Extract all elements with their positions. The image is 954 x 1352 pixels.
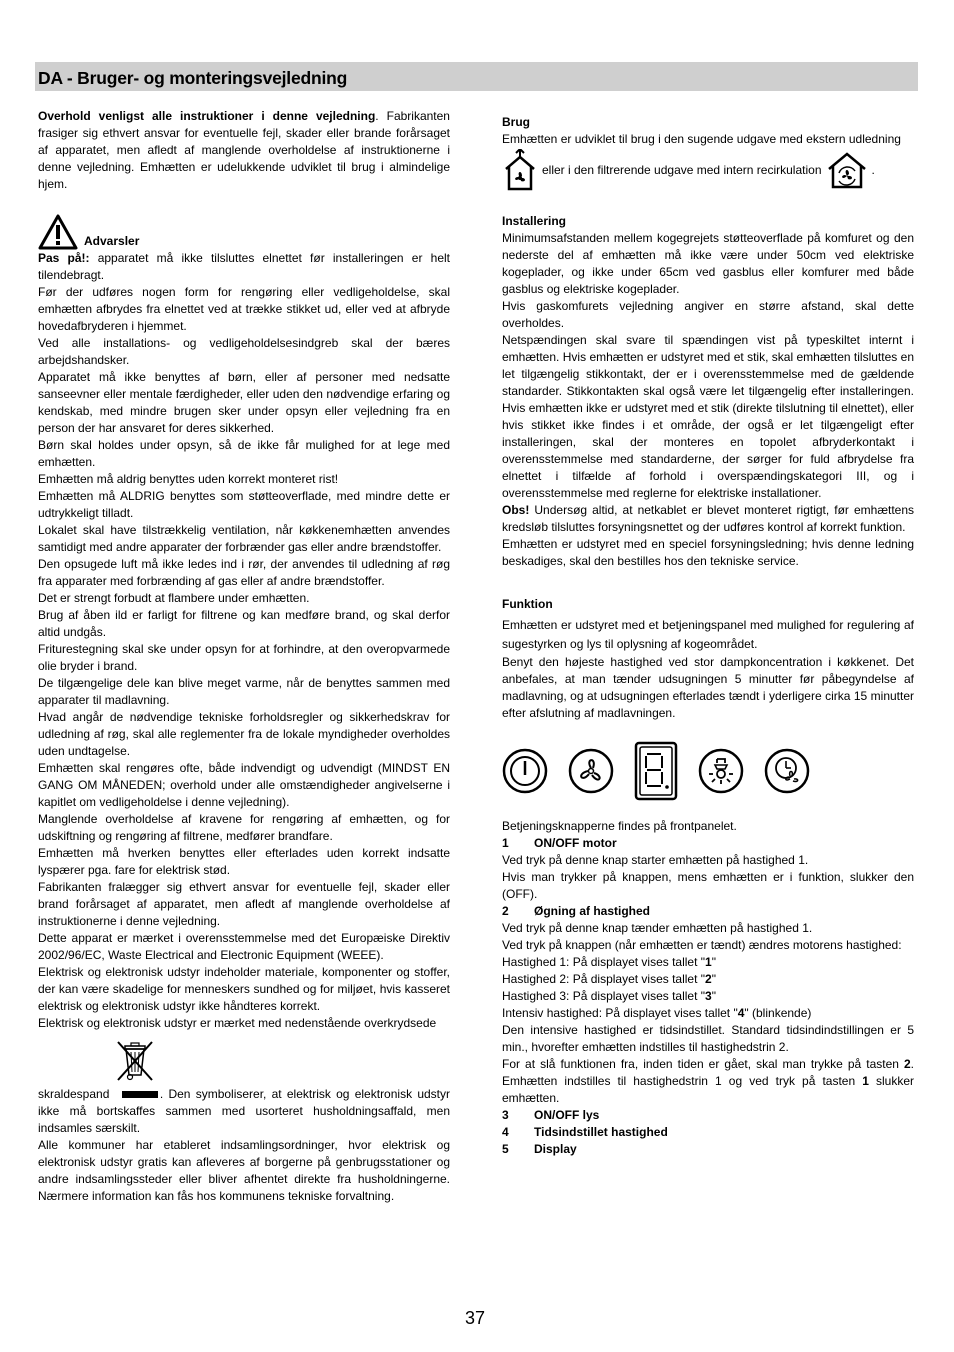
warning-paragraph: Dette apparat er mærket i overensstemmelse med det Europæiske Direktiv 2002/96/EC, Waste Electrical and Electronic Equipment (WEEE). [38, 931, 450, 962]
black-bar-symbol [122, 1091, 158, 1098]
brug-text: Emhætten er udviklet til brug i den sugende udgave med ekstern udledning [502, 132, 901, 146]
list-item-number: 1 [502, 836, 509, 850]
list-item-number: 4 [502, 1125, 509, 1139]
ducted-extraction-icon [502, 149, 538, 191]
final-paragraph: Alle kommuner har etableret indsamlingsordninger, hvor elektrisk og elektronisk udstyr gratis kan afleveres af borgerne på genbrugsstationer og andre indsamlingssteder eller bliver afhentet direkte fra husholdningerne. Nærmere information kan fås hos kommunens tekniske forvaltning. [38, 1138, 450, 1203]
list-item [502, 1107, 914, 1124]
weee-symbol [112, 1038, 450, 1084]
intro-rest: . Fabrikanten frasiger sig ethvert ansvar for eventuelle fejl, skader eller brande forårsaget af apparatet, men afledt af manglende overholdelse af instruktionerne i denne vejledning. Emhætten er udelukkende udviklet til brug i almindelige hjem. [38, 109, 450, 191]
weee-paragraph [38, 1086, 450, 1137]
speed-line [502, 971, 914, 988]
seven-segment-display-icon [634, 741, 678, 801]
speed-value: 1 [705, 955, 712, 969]
list-item-text [502, 1056, 914, 1107]
list-item-title: ON/OFF lys [534, 1108, 600, 1122]
warning-paragraph: Emhætten må hverken benyttes eller efterlades uden korrekt indsatte lyspærer pga. fare for elektrisk stød. [38, 846, 450, 877]
list-item-title: ON/OFF motor [534, 836, 617, 850]
left-column [38, 108, 450, 1205]
speed-post: " [711, 989, 716, 1003]
list-item-title: Tidsindstillet hastighed [534, 1125, 668, 1139]
warning-paragraph: Manglende overholdelse af kravene for rengøring af emhætten, og for udskiftning og rengøring af filtrene, medfører brandfare. [38, 812, 450, 843]
recirculation-icon [826, 151, 868, 189]
list-item-text: Ved tryk på denne knap tænder emhætten på hastighed 1. [502, 921, 813, 935]
install-paragraph: Minimumsafstanden mellem kogegrejets støtteoverflade på komfuret og den nederste del af emhætten må ikke være under 50cm ved elektriske kogeplader, og ikke under 65cm ved gasblus eller komfurer med både gasblus og elektriske kogeplader. [502, 231, 914, 296]
brug-dot: . [871, 162, 875, 177]
warning-paragraph: De tilgængelige dele kan blive meget varme, når de benyttes sammen med apparater til madlavning. [38, 676, 450, 707]
controls-list [502, 835, 914, 1158]
warning-paragraph: Fabrikanten fralægger sig ethvert ansvar for eventuelle fejl, skader eller brand forårsaget af apparatet, men afledt af manglende overholdelse af instruktionerne i denne vejledning. [38, 880, 450, 928]
panel-text: Betjeningsknapperne findes på frontpanelet. [502, 819, 737, 833]
install-paragraph: Netspændingen skal svare til spændingen vist på typeskiltet internt i emhætten. Hvis emhætten er udstyret med et stik, skal emhætten tilsluttes en let tilgængelig stikkontakt, der er i overensstemmelse med de gældende standarder. Stikkontakten skal også være let tilgængelig efter installeringen. Hvis emhætten ikke er udstyret med et stik (direkte tilslutning til elnettet), eller hvis stikket ikke findes i et område, der også er let tilgængeligt efter installeringen, skal der monteres en topolet afbryderkontakt i overensstemmelse med standarderne, der sørger for fuld afbrydelse fra elnettet i tilfælde af forhold i overspændingskategori III, og i overensstemmelse med reglerne for elektriske installationer. [502, 333, 914, 500]
list-item [502, 903, 914, 920]
list-item-text: Ved tryk på knappen (når emhætten er tændt) ændres motorens hastighed: [502, 938, 902, 952]
intro-bold: Overhold venligst alle instruktioner i denne vejledning [38, 109, 376, 123]
light-icon [698, 748, 744, 794]
warning-paragraph: Den opsugede luft må ikke ledes ind i rør, der anvendes til udledning af røg fra apparater med forbrænding af gas eller af andre brændstoffer. [38, 557, 450, 588]
warning-paragraph: Elektrisk og elektronisk udstyr indeholder materiale, komponenter og stoffer, der kan være skadelige for menneskers sundhed og for miljøet, hvis kasseret elektrisk og elektronisk udstyr ikke håndteres korrekt. [38, 965, 450, 1013]
speed-pre: Hastighed 2: På displayet vises tallet " [502, 972, 706, 986]
header-bar [35, 62, 918, 91]
brug-usage-row [502, 149, 914, 191]
list-item-number: 2 [502, 904, 509, 918]
install-paragraph: Hvis gaskomfurets vejledning angiver en større afstand, skal dette overholdes. [502, 299, 914, 330]
obs-paragraph [502, 502, 914, 536]
timer-icon [764, 748, 810, 794]
page-title: DA - Bruger- og monteringsvejledning [38, 68, 348, 88]
speed-post: " [711, 955, 716, 969]
key-number: 1 [862, 1074, 869, 1088]
weee-after: . Den symboliserer, at elektrisk og elektronisk udstyr ikke må bortskaffes sammen med usorteret husholdningsaffald, men indsamles særskilt. [38, 1087, 450, 1135]
pas-rest: apparatet må ikke tilsluttes elnettet før installeringen er helt tilendebragt. [38, 251, 450, 282]
weee-before: skraldespand [38, 1087, 110, 1101]
funktion-title: Funktion [502, 597, 553, 611]
crossed-out-wheelie-bin-icon [112, 1038, 158, 1082]
warning-paragraph: Emhætten må ALDRIG benyttes som støtteoverflade, med mindre dette er udtrykkeligt tilladt. [38, 489, 450, 520]
speed-line [502, 954, 914, 971]
list-item [502, 1124, 914, 1141]
warning-paragraph: Før der udføres nogen form for rengøring eller vedligeholdelse, skal emhætten afbrydes fra elnettet ved at trække stikket ud, eller ved at afbryde hovedafbryderen i hjemmet. [38, 285, 450, 333]
power-icon [502, 748, 548, 794]
install-title: Installering [502, 214, 567, 228]
key-number: 2 [903, 1057, 911, 1071]
warnings-heading [38, 214, 450, 250]
speed-line [502, 988, 914, 1005]
speed-line [502, 1005, 914, 1022]
warning-paragraph: Emhætten skal rengøres ofte, både indvendigt og udvendigt (MINDST EN GANG OM MÅNEDEN; overhold under alle omstændigheder angivelserne i kapitlet om vedligeholdelse i denne vejledning). [38, 761, 450, 809]
speed-pre: Intensiv hastighed: På displayet vises tallet " [502, 1006, 738, 1020]
warning-paragraph: Brug af åben ild er farligt for filtrene og kan medføre brand, og skal derfor altid undgås. [38, 608, 450, 639]
obs-rest: Undersøg altid, at netkablet er blevet monteret rigtigt, før emhættens kredsløb tilsluttes forsyningsnettet og der udføres kontrol af korrekt funktion. [502, 503, 914, 534]
warning-paragraph: Friturestegning skal ske under opsyn for at forhindre, at den overopvarmede olie bryder i brand. [38, 642, 450, 673]
speed-post: " [711, 972, 716, 986]
pas-bold: Pas på!: [38, 251, 90, 265]
control-panel-icons [502, 740, 914, 802]
warning-paragraph: Børn skal holdes under opsyn, så de ikke får mulighed for at lege med emhætten. [38, 438, 450, 469]
text-fragment: . Emhætten indstilles til hastighedstrin 1 og ved tryk på tasten [502, 1057, 914, 1088]
list-item-title: Display [534, 1142, 577, 1156]
list-item-title: Øgning af hastighed [534, 904, 650, 918]
warning-paragraph: Elektrisk og elektronisk udstyr er mærket med nedenstående overkrydsede [38, 1016, 437, 1030]
text-fragment: slukker emhætten. [502, 1074, 915, 1105]
warning-paragraph: Emhætten må aldrig benyttes uden korrekt monteret rist! [38, 472, 339, 486]
list-item-text: Hvis man trykker på knappen, mens emhætten er i funktion, slukker den (OFF). [502, 870, 914, 901]
list-item [502, 835, 914, 852]
speed-value: 3 [705, 989, 712, 1003]
fan-icon [568, 748, 614, 794]
speed-post: " (blinkende) [744, 1006, 812, 1020]
funktion-p1: Emhætten er udstyret med et betjeningspanel med mulighed for regulering af sugestyrken og lys til oplysning af kogeområdet. [502, 618, 914, 651]
funktion-p2: Benyt den højeste hastighed ved stor dampkoncentration i køkkenet. Det anbefales, at man tænder udsugningen 5 minutter før påbegyndelse af madlavning, og at udsugningen efterlades tændt i yderligere cirka 15 minutter efter afslutning af madlavningen. [502, 655, 914, 720]
speed-value: 2 [705, 972, 712, 986]
list-item-number: 3 [502, 1108, 509, 1122]
warning-paragraph: Det er strengt forbudt at flambere under emhætten. [38, 591, 310, 605]
intro-paragraph [38, 108, 450, 193]
brug-title: Brug [502, 115, 530, 129]
list-item-number: 5 [502, 1142, 509, 1156]
pas-paa-paragraph [38, 250, 450, 284]
speed-pre: Hastighed 3: På displayet vises tallet " [502, 989, 706, 1003]
right-column [502, 114, 914, 1158]
install-last: Emhætten er udstyret med en speciel forsyningsledning; hvis denne ledning beskadiges, skal den bestilles hos den tekniske service. [502, 537, 914, 568]
page-number: 37 [465, 1308, 486, 1328]
obs-bold: Obs! [502, 503, 530, 517]
warning-paragraph: Ved alle installations- og vedligeholdelsesindgreb skal der bæres arbejdshandsker. [38, 336, 450, 367]
text-fragment: For at slå funktionen fra, inden tiden er gået, skal man trykke på tasten [502, 1057, 904, 1071]
warning-paragraph: Hvad angår de nødvendige tekniske forholdsregler og sikkerhedskrav for udledning af røg, skal alle reglementer fra de lokale myndigheder overholdes uden undtagelse. [38, 710, 450, 758]
speed-value: 4 [737, 1006, 745, 1020]
list-item-text: Den intensive hastighed er tidsindstillet. Standard tidsindindstillingen er 5 min., hvorefter emhætten indstilles til hastighedstrin 2. [502, 1023, 914, 1054]
warning-paragraph: Apparatet må ikke benyttes af børn, eller af personer med nedsatte sanseevner eller mentale færdigheder, eller uden den nødvendige erfaring og kendskab, med mindre brugen sker under opsyn eller vejledning fra en person der har ansvaret for deres sikkerhed. [38, 370, 450, 435]
speed-pre: Hastighed 1: På displayet vises tallet " [502, 955, 706, 969]
brug-text2: eller i den filtrerende udgave med intern recirkulation [542, 162, 822, 177]
list-item [502, 1141, 914, 1158]
warning-paragraph: Lokalet skal have tilstrækkelig ventilation, når køkkenemhætten anvendes samtidigt med andre apparater der forbrænder gas eller andre brændstoffer. [38, 523, 450, 554]
list-item-text: Ved tryk på denne knap starter emhætten på hastighed 1. [502, 853, 809, 867]
warning-triangle-icon [38, 214, 78, 250]
warnings-title: Advarsler [84, 234, 140, 248]
